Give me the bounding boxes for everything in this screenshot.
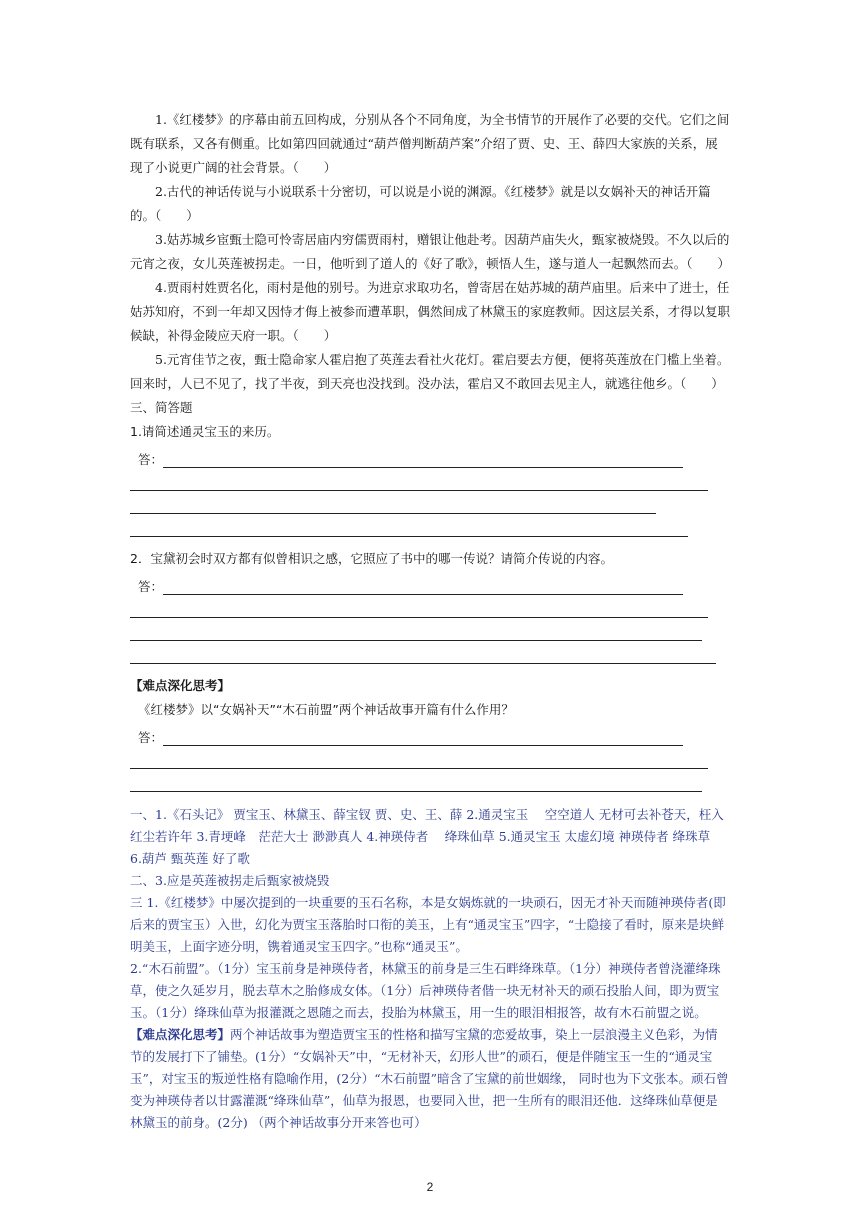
short-question-1: 1.请简述通灵宝玉的来历。 [130, 424, 280, 439]
judgment-item-4: 4.贾雨村姓贾名化，雨村是他的别号。为进京求取功名，曾寄居在姑苏城的葫芦庙里。后来中了进士，任姑苏知府，不到一年却又因恃才侮上被参而遭革职，偶然间成了林黛玉的家庭教师。因这层关系，才得以复职候缺，补得金陵应天府一职。（ ） [130, 280, 731, 343]
answer-line [130, 618, 702, 641]
answer-row-q2 [130, 571, 730, 595]
judgment-item-5: 5.元宵佳节之夜，甄士隐命家人霍启抱了英莲去看社火花灯。霍启要去方便，便将英莲放在门槛上坐着。回来时，人已不见了，找了半夜，到天亮也没找到。没办法，霍启又不敢回去见主人，就逃往他乡。（ ） [130, 352, 730, 391]
page-content [130, 108, 730, 1134]
deep-thinking-heading: 【难点深化思考】 [130, 678, 231, 693]
judgment-item-1: 1.《红楼梦》的序幕由前五回构成，分别从各个不同角度，为全书情节的开展作了必要的交代。它们之间既有联系，又各有侧重。比如第四回就通过“葫芦僧判断葫芦案”介绍了贾、史、王、薛四大家族的关系，展现了小说更广阔的社会背景。（ ） [130, 112, 730, 175]
answer-row-q1 [130, 444, 730, 468]
answer-key-part-3-q1: 三 1.《红楼梦》中屡次提到的一块重要的玉石名称，本是女娲炼就的一块顽石，因无才补天而随神瑛侍者(即后来的贾宝玉）入世，幻化为贾宝玉落胎时口衔的美玉，上有“通灵宝玉”四字，“士隐接了看时，原来是块鲜明美玉，上面字迹分明，镌着通灵宝玉四字。”也称“通灵玉”。 [130, 895, 726, 954]
deep-thinking-label: 【难点深化思考】 [130, 1027, 231, 1042]
answer-key-deep-thinking [130, 1024, 730, 1134]
answer-line [163, 580, 683, 595]
judgment-item-3: 3.姑苏城乡宦甄士隐可怜寄居庙内穷儒贾雨村，赠银让他赴考。因葫芦庙失火，甄家被烧毁。不久以后的元宵之夜，女儿英莲被拐走。一日，他听到了道人的《好了歌》，顿悟人生，遂与道人一起飘然而去。（ ） [130, 232, 731, 271]
section-3-heading: 三、简答题 [130, 400, 193, 415]
answer-line [130, 491, 656, 514]
deep-thinking-answer: 两个神话故事为塑造贾宝玉的性格和描写宝黛的恋爱故事，染上一层浪漫主义色彩，为情节的发展打下了铺垫。(1分）“女娲补天”中，“无材补天，幻形人世”的顽石，便是伴随宝玉一生的“通灵宝玉”，对宝玉的叛逆性格有隐喻作用，(2分）“木石前盟”暗含了宝黛的前世姻缘， 同时也为下文张本。顽石曾变为神瑛侍者以甘露灌溉“绛珠仙草”，仙草为报恩，也要同入世，把一生所有的眼泪还他．这绛珠仙草便是林黛玉的前身。(2分) （两个神话故事分开来答也可） [130, 1027, 729, 1130]
deep-thinking-question: 《红楼梦》以“女娲补天”“木石前盟”两个神话故事开篇有什么作用？ [138, 702, 514, 717]
answer-line [163, 453, 683, 468]
answer-key-part-2: 二、3.应是英莲被拐走后甄家被烧毁 [130, 873, 330, 888]
answer-label: 答： [138, 730, 164, 745]
answer-key-part-1: 一、1.《石头记》 贾宝玉、林黛玉、薛宝钗 贾、史、王、薛 2.通灵宝玉 空空道人 无材可去补苍天，枉入红尘若许年 3.青埂峰 茫茫大士 渺渺真人 4.神瑛侍者 绛珠仙草 5.通灵宝玉 太虚幻境 神瑛侍者 绛珠草 6.葫芦 甄英莲 好了歌 [130, 807, 724, 866]
short-question-2: 2．宝黛初会时双方都有似曾相识之感，它照应了书中的哪一传说？请简介传说的内容。 [130, 551, 613, 566]
answer-line [130, 514, 688, 537]
judgment-item-2: 2.古代的神话传说与小说联系十分密切，可以说是小说的渊源。《红楼梦》就是以女娲补天的神话开篇的。（ ） [130, 184, 711, 223]
answer-label: 答： [138, 579, 164, 594]
answer-key [130, 804, 730, 1134]
answer-line [130, 595, 708, 618]
answer-line [130, 641, 716, 664]
answer-line [130, 468, 708, 491]
answer-label: 答： [138, 452, 164, 467]
answer-line [130, 769, 702, 792]
answer-line [130, 746, 708, 769]
page-number: 2 [426, 1180, 434, 1194]
answer-key-part-3-q2: 2.“木石前盟”。（1分）宝玉前身是神瑛侍者，林黛玉的前身是三生石畔绛珠草。（1分）神瑛侍者曾浇灌绛珠草，使之久延岁月，脱去草木之胎修成女体。（1分）后神瑛侍者偕一块无材补天的顽石投胎人间，即为贾宝玉。（1分）绛珠仙草为报灌溉之恩随之而去，投胎为林黛玉，用一生的眼泪相报答，故有木石前盟之说。 [130, 961, 721, 1020]
answer-line [163, 731, 683, 746]
answer-row-deep [130, 722, 730, 746]
